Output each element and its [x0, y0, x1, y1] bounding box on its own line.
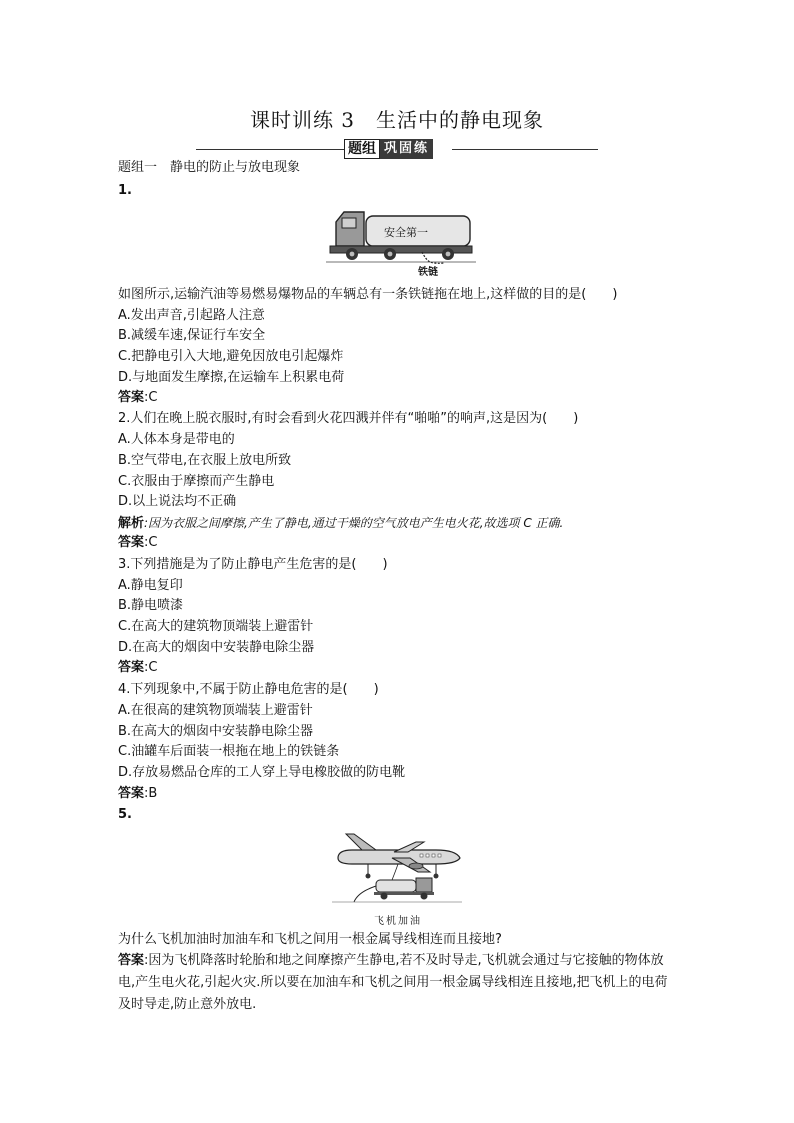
q1-answer [118, 388, 157, 408]
banner-part1: 题组 [344, 139, 380, 159]
q2-answer [118, 533, 157, 553]
q2-option-b: B.空气带电,在衣服上放电所致 [118, 453, 292, 468]
banner-part2: 巩固练 [380, 139, 433, 159]
question-4-stem: 4.下列现象中,不属于防止静电危害的是( ) [118, 682, 379, 697]
q3-option-b: B.静电喷漆 [118, 598, 184, 613]
q2-option-c: C.衣服由于摩擦而产生静电 [118, 474, 275, 489]
q4-option-d: D.存放易燃品仓库的工人穿上导电橡胶做的防电靴 [118, 765, 406, 780]
q1-option-d: D.与地面发生摩擦,在运输车上积累电荷 [118, 370, 345, 385]
page-title: 课时训练 3 生活中的静电现象 [249, 108, 545, 132]
q2-option-d: D.以上说法均不正确 [118, 494, 237, 509]
q1-option-c: C.把静电引入大地,避免因放电引起爆炸 [118, 349, 344, 364]
airplane-caption: 飞机加油 [374, 916, 422, 927]
question-5-stem: 为什么飞机加油时加油车和飞机之间用一根金属导线相连而且接地? [118, 932, 502, 947]
q4-option-b: B.在高大的烟囱中安装静电除尘器 [118, 724, 314, 739]
tanker-truck-figure [326, 206, 476, 278]
banner-rule-right [452, 149, 598, 150]
q3-answer [118, 658, 157, 678]
question-1-number: 1. [118, 183, 132, 198]
analysis-label: 解析 [118, 516, 145, 531]
question-5-number: 5. [118, 807, 132, 822]
q2-option-a: A.人体本身是带电的 [118, 432, 235, 447]
answer-value: :C [144, 535, 158, 550]
tanker-label: 安全第一 [384, 226, 428, 239]
question-3-stem: 3.下列措施是为了防止静电产生危害的是( ) [118, 557, 388, 572]
answer-label: 答案 [118, 390, 145, 405]
answer-value: :C [144, 660, 158, 675]
q3-option-d: D.在高大的烟囱中安装静电除尘器 [118, 640, 315, 655]
answer-value: :C [144, 390, 158, 405]
section-banner [344, 139, 433, 159]
q2-analysis [118, 513, 563, 534]
airplane-icon [332, 828, 462, 908]
q4-option-a: A.在很高的建筑物顶端装上避雷针 [118, 703, 313, 718]
q1-option-b: B.减缓车速,保证行车安全 [118, 328, 266, 343]
q1-option-a: A.发出声音,引起路人注意 [118, 308, 265, 323]
q4-answer [118, 784, 157, 804]
group-heading: 题组一 静电的防止与放电现象 [118, 160, 301, 175]
banner-rule-left [196, 149, 344, 150]
answer-label: 答案 [118, 660, 145, 675]
question-2-stem: 2.人们在晚上脱衣服时,有时会看到火花四溅并伴有“啪啪”的响声,这是因为( ) [118, 411, 579, 426]
answer-label: 答案 [118, 535, 145, 550]
answer-label: 答案 [118, 953, 145, 968]
answer-value: :因为飞机降落时轮胎和地之间摩擦产生静电,若不及时导走,飞机就会通过与它接触的物体放电,产生电火花,引起火灾.所以要在加油车和飞机之间用一根金属导线相连且接地,把飞机上的电荷及时导走,防止意外放电. [118, 953, 668, 1012]
answer-value: :B [144, 786, 158, 801]
answer-label: 答案 [118, 786, 145, 801]
analysis-text: :因为衣服之间摩擦,产生了静电,通过干燥的空气放电产生电火花,故选项 C 正确. [144, 516, 564, 530]
tanker-truck-icon [326, 206, 476, 278]
q5-answer [118, 950, 678, 1016]
q3-option-c: C.在高大的建筑物顶端装上避雷针 [118, 619, 314, 634]
q3-option-a: A.静电复印 [118, 578, 183, 593]
question-1-stem: 如图所示,运输汽油等易燃易爆物品的车辆总有一条铁链拖在地上,这样做的目的是( ) [118, 287, 618, 302]
airplane-refuel-figure [332, 828, 462, 927]
q4-option-c: C.油罐车后面装一根拖在地上的铁链条 [118, 744, 340, 759]
tanker-caption: 铁链 [418, 267, 438, 278]
